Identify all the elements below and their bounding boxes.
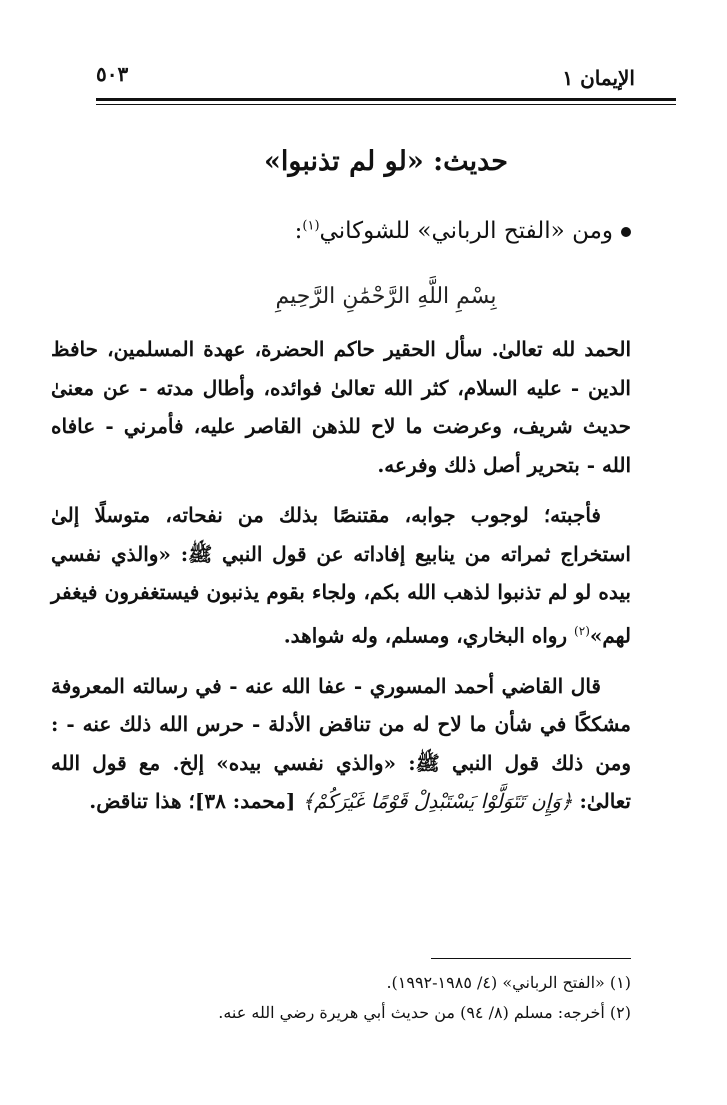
paragraph-2-text: فأجبته؛ لوجوب جوابه، مقتنصًا بذلك من نفحاته، متوسلًا إلىٰ استخراج ثمراته من ينابيع إفاداته عن قول النبي ﷺ: «والذي نفسي بيده لو لم تذنبوا لذهب الله بكم، ولجاء بقوم يذنبون فيستغفرون فيغفر لهم»: [51, 503, 631, 648]
footnote-1: (١) «الفتح الرباني» (٤/ ١٩٨٥-١٩٩٢).: [386, 973, 631, 992]
header-rule-thick: [96, 98, 676, 101]
paragraph-3: [51, 667, 631, 821]
page-number: ٥٠٣: [96, 62, 129, 86]
body-text: [51, 330, 631, 833]
paragraph-2-tail: رواه البخاري، ومسلم، وله شواهد.: [283, 623, 575, 648]
basmala: بِسْمِ اللَّهِ الرَّحْمَٰنِ الرَّحِيمِ: [275, 284, 497, 309]
intro-tail: :: [294, 218, 303, 244]
footnote-2: (٢) أخرجه: مسلم (٨/ ٩٤) من حديث أبي هريرة رضي الله عنه.: [218, 1003, 631, 1022]
bullet-icon: [621, 227, 631, 237]
paragraph-3-text: قال القاضي أحمد المسوري - عفا الله عنه - في رسالته المعروفة مشككًا في شأن ما لاح له من تناقض الأدلة - حرس الله ذلك عنه - : ومن ذلك قول النبي ﷺ: «والذي نفسي بيده» إلخ. مع قول الله تعالىٰ:: [51, 673, 631, 814]
intro-line: [51, 218, 631, 244]
paragraph-3-tail: [محمد: ٣٨]؛ هذا تناقض.: [89, 789, 303, 814]
footnote-rule: [431, 958, 631, 959]
quran-verse: ﴿وَإِن تَتَوَلَّوْا يَسْتَبْدِلْ قَوْمًا غَيْرَكُمْ﴾: [302, 789, 573, 814]
chapter-title: حديث: «لو لم تذنبوا»: [264, 146, 508, 177]
header-rule-thin: [96, 104, 676, 105]
paragraph-2: [51, 496, 631, 655]
footnotes: [51, 968, 631, 1028]
footnote-ref-2: (٢): [574, 623, 590, 638]
footnote-ref-1: (١): [302, 218, 320, 234]
running-header-title: الإيمان ١: [562, 66, 635, 90]
paragraph-1: الحمد لله تعالىٰ. سأل الحقير حاكم الحضرة، عهدة المسلمين، حافظ الدين - عليه السلام، كثر الله تعالىٰ فوائده، وأطال مدته - عن معنىٰ حديث شريف، وعرضت ما لاح للذهن القاصر عليه، فأمرني - عافاه الله - بتحرير أصل ذلك وفرعه.: [51, 337, 631, 477]
intro-text: ومن «الفتح الرباني» للشوكاني: [319, 218, 613, 244]
